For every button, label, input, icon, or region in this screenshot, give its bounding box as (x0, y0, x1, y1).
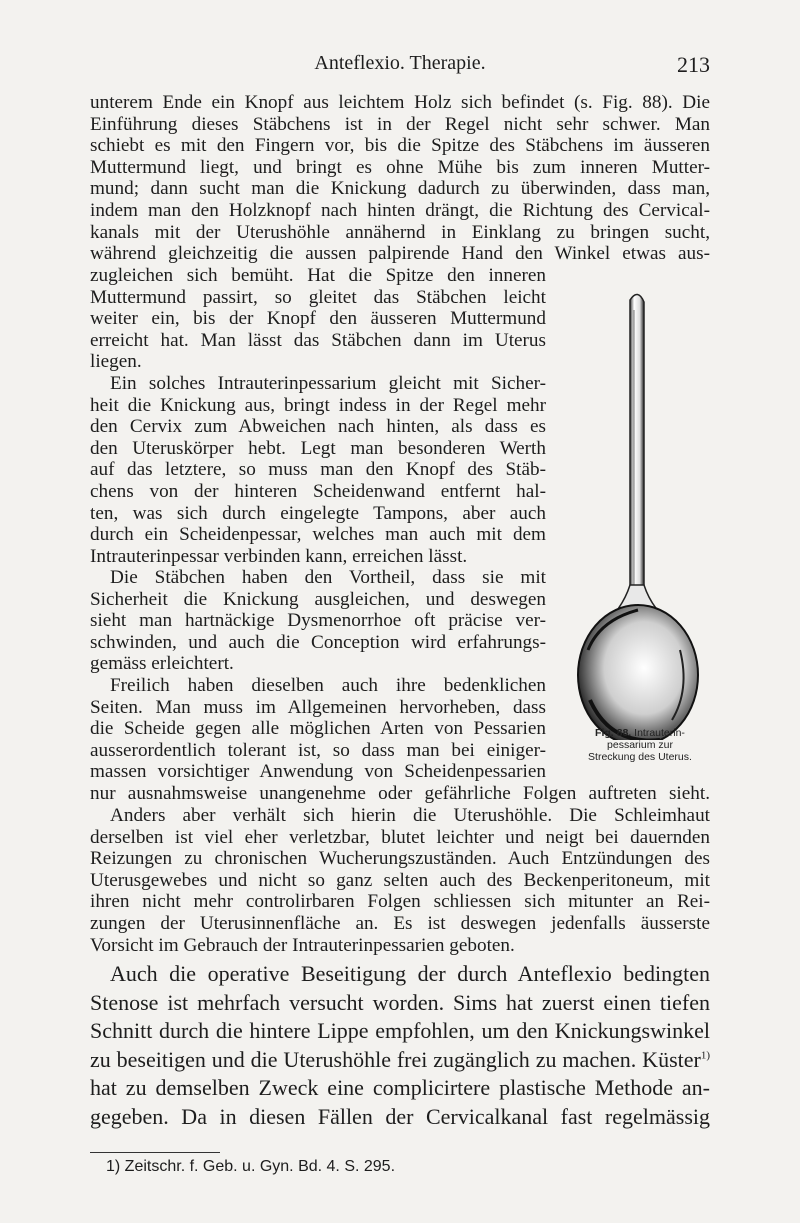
text-line: ihren nicht mehr controlirbaren Folgen schliessen sich mitunter an Rei- (90, 891, 710, 913)
text-line: Reizungen zu chronischen Wucherungszuständen. Auch Entzündungen des (90, 848, 710, 870)
text-line: schiebt es mit den Fingern vor, bis die Spitze des Stäbchens im äusseren (90, 135, 710, 157)
paragraph-5 (90, 805, 710, 956)
text-line: sieht man hartnäckige Dysmenorrhoe oft präcise ver- (90, 610, 546, 632)
text-line: massen vorsichtiger Anwendung von Scheidenpessarien (90, 761, 546, 783)
text-line: hat zu demselben Zweck eine complicirtere plastische Methode an- (90, 1075, 710, 1100)
page-number: 213 (677, 52, 710, 77)
text-line: auf das letztere, so muss man den Knopf des Stäb- (90, 459, 546, 481)
text-line: kanals mit der Uterushöhle annähernd in Einklang zu bringen sucht, (90, 221, 710, 243)
caption-line: Streckung des Uterus. (588, 751, 692, 763)
figure-label: Fig. 88. (595, 727, 632, 739)
figure-caption (565, 727, 715, 763)
text-line: die Scheide gegen alle möglichen Arten von Pessarien (90, 718, 546, 740)
text-line: Sicherheit die Knickung ausgleichen, und deswegen (90, 588, 546, 610)
text-line: während gleichzeitig die aussen palpirende Hand den Winkel etwas aus- (90, 243, 710, 265)
running-title: Anteflexio. Therapie. (314, 52, 486, 74)
paragraph-3 (90, 567, 546, 675)
text-line: erreicht hat. Man lässt das Stäbchen dann im Uterus (90, 329, 546, 351)
text-line: heit die Knickung aus, bringt indess in der Regel mehr (90, 394, 546, 416)
text-line: Die Stäbchen haben den Vortheil, dass sie mit (110, 567, 546, 588)
page-header (0, 48, 800, 82)
text-line: schwinden, und auch die Conception wird erfahrungs- (90, 631, 546, 653)
footnote: 1) Zeitschr. f. Geb. u. Gyn. Bd. 4. S. 295. (106, 1158, 396, 1175)
footnote-ref: 1) (700, 1049, 710, 1062)
text-line: ten, was sich durch eingelegte Tampons, aber auch (90, 502, 546, 524)
text-line: weiter ein, bis der Knopf den äusseren Muttermund (90, 308, 546, 330)
text-line: den Uteruskörper hebt. Legt man besonderen Werth (90, 437, 546, 459)
paragraph-4 (90, 675, 546, 783)
text-line: unterem Ende ein Knopf aus leichtem Holz sich befindet (s. Fig. 88). Die (90, 92, 710, 113)
text-line: Auch die operative Beseitigung der durch Anteflexio bedingten (110, 961, 710, 986)
text-line: derselben ist viel eher verletzbar, blutet leichter und neigt bei dauernden (90, 826, 710, 848)
text-line: Uterusgewebes und nicht so ganz selten auch des Beckenperitoneum, mit (90, 869, 710, 891)
text-line: zugleichen sich bemüht. Hat die Spitze den inneren (90, 265, 546, 286)
text-line: nur ausnahmsweise unangenehme oder gefährliche Folgen auftreten sieht. (90, 783, 710, 804)
text-line: zungen der Uterusinnenfläche an. Es ist deswegen jedenfalls äusserste (90, 912, 710, 934)
text-line: gemäss erleichtert. (90, 653, 234, 675)
paragraph-4-continued (90, 783, 710, 805)
footnote-divider (90, 1152, 220, 1153)
caption-line: pessarium zur (607, 739, 673, 751)
text-line: Seiten. Man muss im Allgemeinen hervorheben, dass (90, 696, 546, 718)
text-line: mund; dann sucht man die Knickung dadurch zu überwinden, dass man, (90, 178, 710, 200)
text-line: Muttermund passirt, so gleitet das Stäbchen leicht (90, 286, 546, 308)
text-line: gegeben. Da in diesen Fällen der Cervicalkanal fast regelmässig (90, 1103, 710, 1129)
text-line: chens von der hinteren Scheidenwand entfernt hal- (90, 480, 546, 502)
text-line: Intrauterinpessar verbinden kann, erreichen lässt. (90, 545, 468, 567)
text-line: Ein solches Intrauterinpessarium gleicht mit Sicher- (110, 373, 546, 394)
caption-line: Intrauterin- (634, 727, 685, 739)
text-line: den Cervix zum Abweichen nach hinten, als dass es (90, 416, 546, 438)
text-line: indem man den Holzknopf nach hinten drängt, die Richtung des Cervical- (90, 199, 710, 221)
text-line: Vorsicht im Gebrauch der Intrauterinpessarien geboten. (90, 934, 515, 956)
text-line: Freilich haben dieselben auch ihre bedenklichen (110, 675, 546, 696)
paragraph-6 (90, 960, 710, 1131)
text-line: Stenose ist mehrfach versucht worden. Sims hat zuerst einen tiefen (90, 989, 710, 1015)
text-run: zu beseitigen und die Uterushöhle frei zugänglich zu machen. Küster (90, 1046, 701, 1072)
text-line: liegen. (90, 351, 142, 373)
text-line (90, 1046, 710, 1075)
text-line: durch ein Scheidenpessar, welches man auch mit dem (90, 524, 546, 546)
paragraph-1 (90, 92, 710, 265)
pessary-drawing (560, 290, 720, 740)
text-line: Muttermund liegt, und bringt es ohne Mühe bis zum inneren Mutter- (90, 156, 710, 178)
text-line: Einführung dieses Stäbchens ist in der Regel nicht sehr schwer. Man (90, 113, 710, 135)
text-line: Anders aber verhält sich hierin die Uterushöhle. Die Schleimhaut (110, 805, 710, 826)
paragraph-1-continued (90, 265, 546, 373)
paragraph-2 (90, 373, 546, 567)
text-line: ausserordentlich tolerant ist, so dass man bei einiger- (90, 739, 546, 761)
text-line: Schnitt durch die hintere Lippe empfohlen, um den Knickungswinkel (90, 1018, 710, 1043)
figure-88-illustration (560, 290, 720, 740)
